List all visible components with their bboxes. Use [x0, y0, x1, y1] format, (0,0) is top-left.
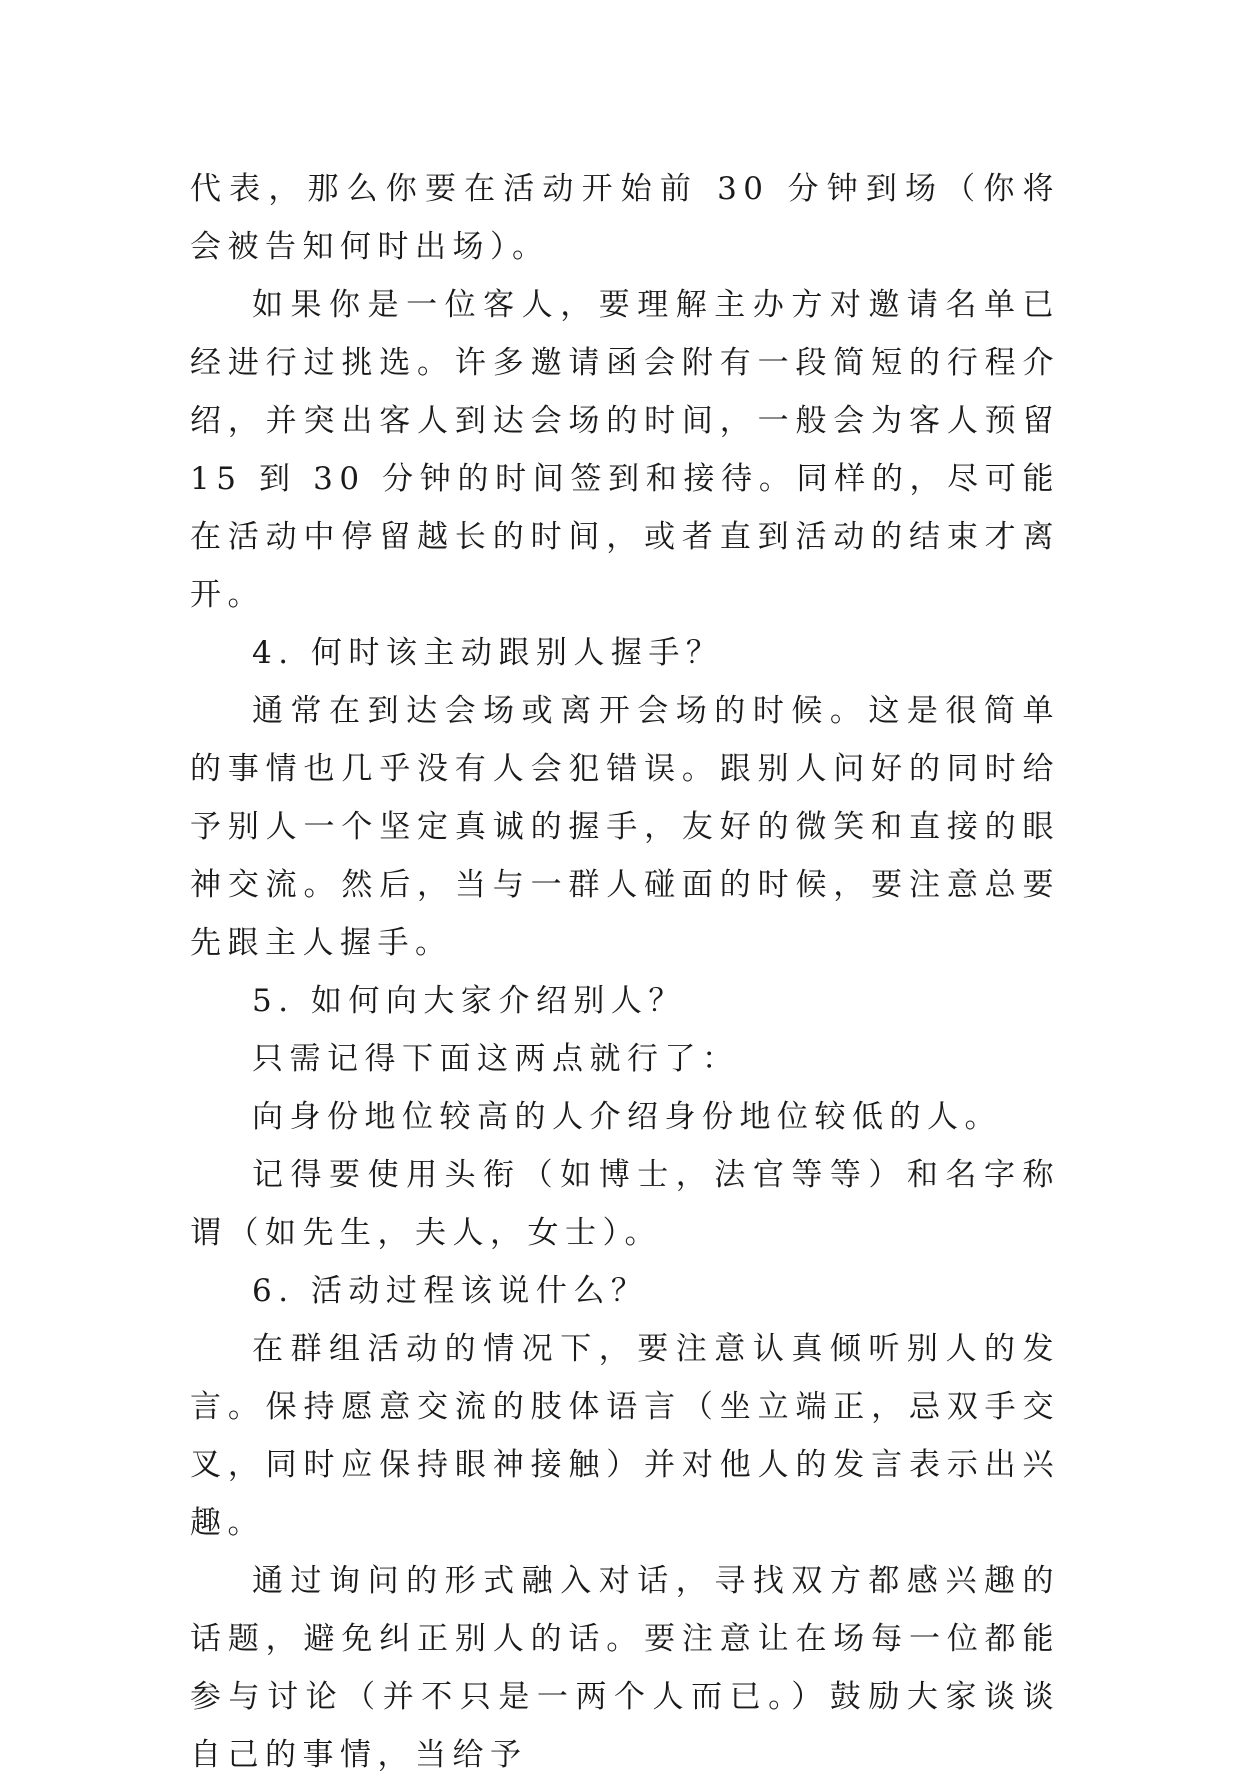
paragraph-point-two: 记得要使用头衔（如博士，法官等等）和名字称谓（如先生，夫人，女士）。 [190, 1157, 1060, 1251]
paragraph-guest-arrival: 如果你是一位客人，要理解主办方对邀请名单已经进行过挑选。许多邀请函会附有一段简短的行程介绍，并突出客人到达会场的时间，一般会为客人预留 15 到 30 分钟的时间签到和接待。同样的，尽可能在活动中停留越长的时间，或者直到活动的结束才离开。 [190, 287, 1060, 613]
paragraph-two-points: 只需记得下面这两点就行了： [252, 1041, 740, 1077]
paragraph-point-one: 向身份地位较高的人介绍身份地位较低的人。 [252, 1099, 1002, 1135]
heading-what-to-say: 6. 活动过程该说什么？ [252, 1273, 649, 1309]
document-body [190, 160, 1060, 1784]
paragraph-conversation: 通过询问的形式融入对话，寻找双方都感兴趣的话题，避免纠正别人的话。要注意让在场每一位都能参与讨论（并不只是一两个人而已。）鼓励大家谈谈自己的事情，当给予 [190, 1563, 1060, 1773]
heading-introductions: 5. 如何向大家介绍别人？ [252, 983, 686, 1019]
paragraph-listening: 在群组活动的情况下，要注意认真倾听别人的发言。保持愿意交流的肢体语言（坐立端正，忌双手交叉，同时应保持眼神接触）并对他人的发言表示出兴趣。 [190, 1331, 1060, 1541]
heading-handshake: 4. 何时该主动跟别人握手？ [252, 635, 724, 671]
paragraph-continuation: 代表，那么你要在活动开始前 30 分钟到场（你将会被告知何时出场）。 [190, 171, 1060, 265]
paragraph-handshake: 通常在到达会场或离开会场的时候。这是很简单的事情也几乎没有人会犯错误。跟别人问好的同时给予别人一个坚定真诚的握手，友好的微笑和直接的眼神交流。然后，当与一群人碰面的时候，要注意总要先跟主人握手。 [190, 693, 1060, 961]
